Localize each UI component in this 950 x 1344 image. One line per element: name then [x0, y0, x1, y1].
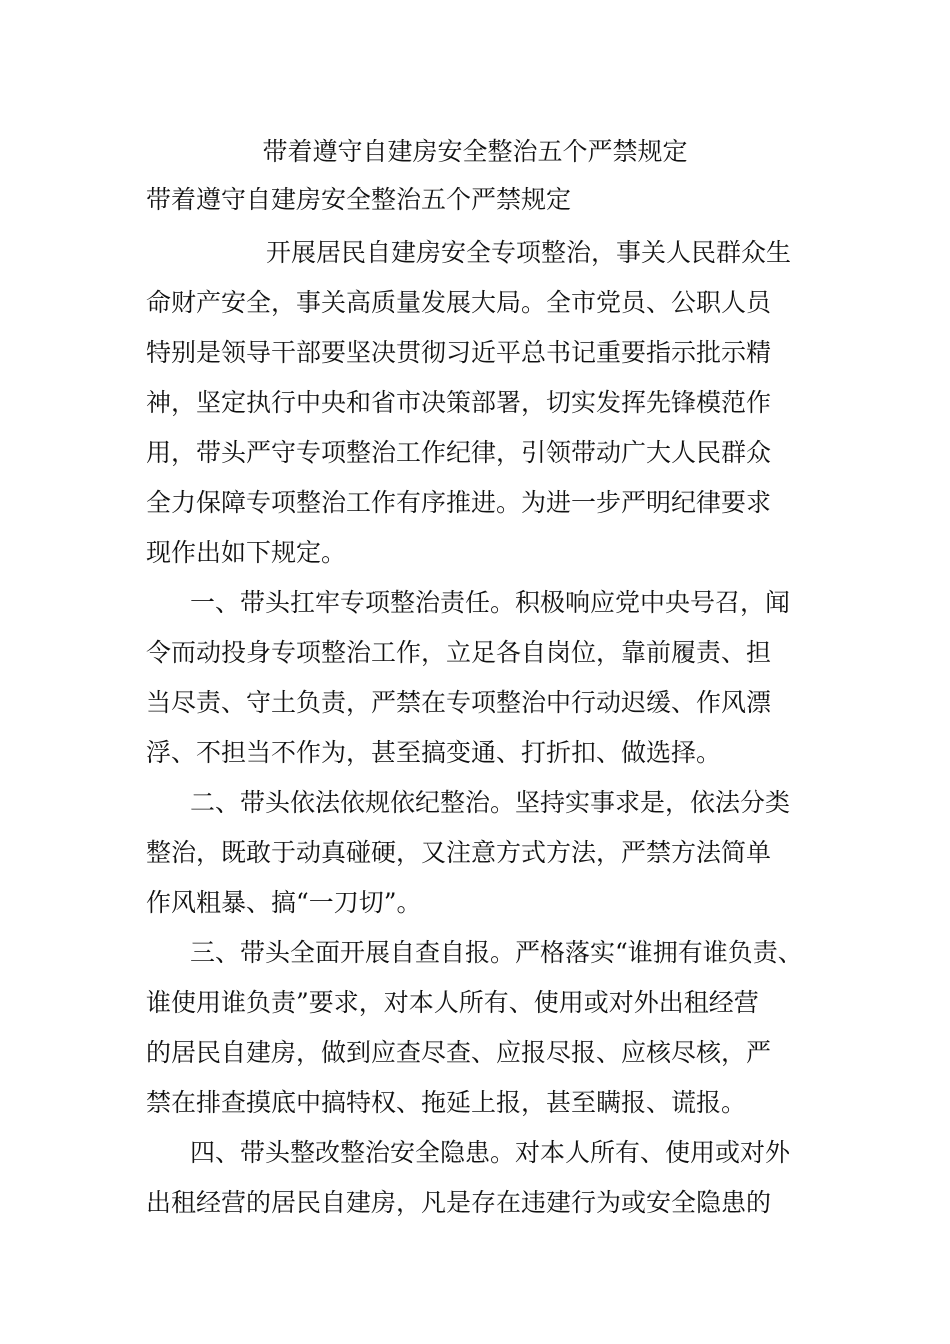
document-title: 带着遵守自建房安全整治五个严禁规定	[262, 137, 688, 166]
body-line: 浮、不担当不作为，甚至搞变通、打折扣、做选择。	[146, 738, 722, 767]
body-line: 特别是领导干部要坚决贯彻习近平总书记重要指示批示精	[146, 338, 772, 367]
body-line: 令而动投身专项整治工作，立足各自岗位，靠前履责、担	[146, 638, 772, 667]
body-line: 命财产安全，事关高质量发展大局。全市党员、公职人员	[146, 288, 772, 317]
body-line: 神，坚定执行中央和省市决策部署，切实发挥先锋模范作	[146, 388, 772, 417]
body-line: 的居民自建房，做到应查尽查、应报尽报、应核尽核，严	[146, 1038, 772, 1067]
body-line: 作风粗暴、搞“一刀切”。	[146, 888, 422, 917]
body-line: 出租经营的居民自建房，凡是存在违建行为或安全隐患的	[146, 1188, 772, 1217]
document-subtitle: 带着遵守自建房安全整治五个严禁规定	[146, 185, 572, 214]
body-line: 现作出如下规定。	[146, 538, 347, 567]
body-line: 当尽责、守土负责，严禁在专项整治中行动迟缓、作风漂	[146, 688, 772, 717]
body-line: 开展居民自建房安全专项整治，事关人民群众生	[266, 238, 792, 267]
body-line: 谁使用谁负责”要求，对本人所有、使用或对外出租经营	[146, 988, 759, 1017]
document-body	[146, 228, 836, 1228]
body-line: 禁在排查摸底中搞特权、拖延上报，甚至瞒报、谎报。	[146, 1088, 747, 1117]
body-line: 三、带头全面开展自查自报。严格落实“谁拥有谁负责、	[190, 938, 803, 967]
body-line: 二、带头依法依规依纪整治。坚持实事求是，依法分类	[190, 788, 791, 817]
body-line: 用，带头严守专项整治工作纪律，引领带动广大人民群众	[146, 438, 772, 467]
body-line: 整治，既敢于动真碰硬，又注意方式方法，严禁方法简单	[146, 838, 772, 867]
body-line: 全力保障专项整治工作有序推进。为进一步严明纪律要求	[146, 488, 772, 517]
body-line: 一、带头扛牢专项整治责任。积极响应党中央号召，闻	[190, 588, 791, 617]
body-line: 四、带头整改整治安全隐患。对本人所有、使用或对外	[190, 1138, 791, 1167]
